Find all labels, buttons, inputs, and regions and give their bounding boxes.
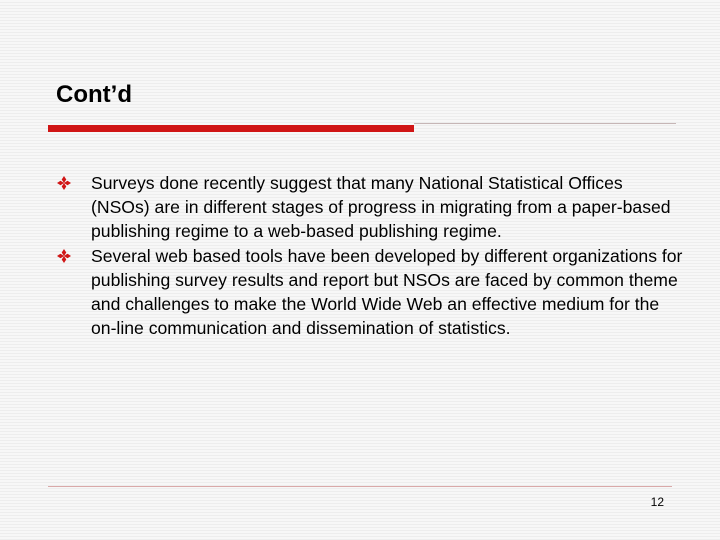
title-underline-rule (414, 123, 676, 124)
bullet-text: Surveys done recently suggest that many National Statistical Offices (NSOs) are in different stages of progress in migrating from a paper-based publishing regime to a web-based publishing regime. (91, 173, 671, 242)
diamond-bullet-icon (56, 248, 72, 264)
bullet-list (56, 171, 686, 340)
bullet-item (56, 244, 686, 341)
footer-rule (48, 486, 672, 487)
bullet-item (56, 171, 686, 244)
bullet-text: Several web based tools have been developed by different organizations for publishing survey results and report but NSOs are faced by common theme and challenges to make the World Wide Web an effective medium for the on-line communication and dissemination of statistics. (91, 245, 683, 339)
page-number: 12 (650, 495, 664, 509)
slide-title: Cont’d (56, 81, 132, 108)
diamond-bullet-icon (56, 175, 72, 191)
title-underline-accent (48, 125, 414, 132)
